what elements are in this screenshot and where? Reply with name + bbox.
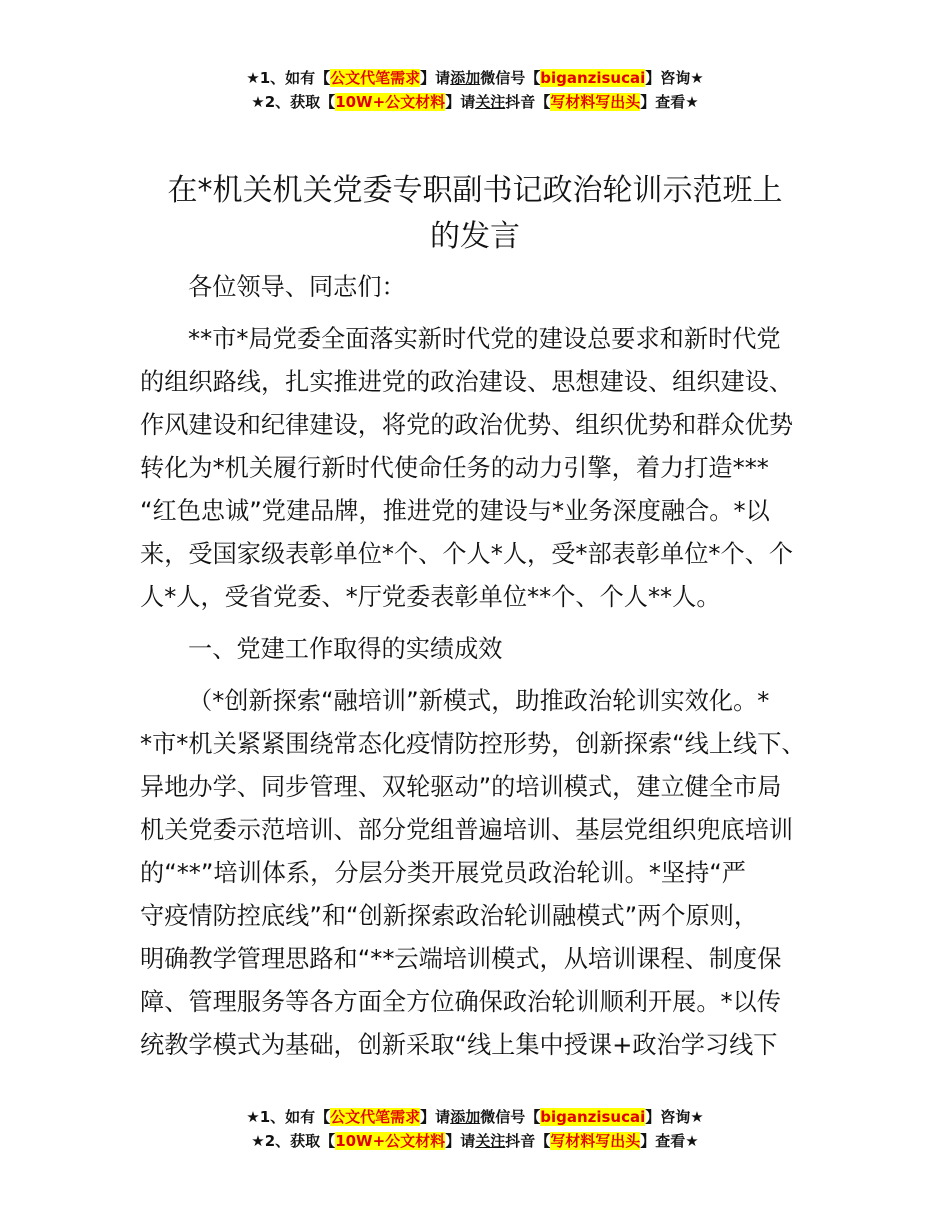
paragraph-line: 异地办学、同步管理、双轮驱动”的培训模式，建立健全市局 [140,773,782,801]
paragraph-line: **市*局党委全面落实新时代党的建设总要求和新时代党 [188,325,781,353]
notice-text: 微信号【 [480,69,541,87]
notice-line-2 [0,1129,950,1153]
notice-douyin-id: 写材料写出头 [550,93,641,111]
paragraph-line: 的“**”培训体系，分层分类开展党员政治轮训。*坚持“严 [140,859,746,887]
notice-text: 】咨询★ [645,1108,704,1126]
paragraph-line: （*创新探索“融培训”新模式，助推政治轮训实效化。* [188,687,770,715]
title-line: 在*机关机关党委专职副书记政治轮训示范班上 [167,173,783,208]
notice-highlight: 公文代笔需求 [330,1108,421,1126]
paragraph-line: *市*机关紧紧围绕常态化疫情防控形势，创新探索“线上线下、 [140,730,806,758]
notice-text: 】请 [445,1132,476,1150]
top-notice [0,66,950,114]
notice-underlined: 关注 [475,93,506,111]
notice-text: 抖音【 [505,93,551,111]
notice-text: ★1、如有【 [246,69,331,87]
notice-text: 抖音【 [505,1132,551,1150]
notice-douyin-id: 写材料写出头 [550,1132,641,1150]
notice-text: ★2、获取【 [251,1132,336,1150]
notice-wechat-id: biganzisucai [540,1108,646,1126]
notice-text: ★1、如有【 [246,1108,331,1126]
title-line: 的发言 [430,219,520,254]
paragraph-line: 明确教学管理思路和“**云端培训模式，从培训课程、制度保 [140,945,782,973]
paragraph-line: 守疫情防控底线”和“创新探索政治轮训融模式”两个原则， [140,902,759,930]
paragraph-2 [140,680,812,1067]
paragraph-line: 人*人，受省党委、*厅党委表彰单位**个、个人**人。 [140,583,721,611]
paragraph-line: 障、管理服务等各方面全方位确保政治轮训顺利开展。*以传 [140,988,781,1016]
paragraph-line: 统教学模式为基础，创新采取“线上集中授课+政治学习线下 [140,1031,778,1059]
paragraph-1 [140,318,812,619]
paragraph-line: 来，受国家级表彰单位*个、个人*人，受*部表彰单位*个、个 [140,540,794,568]
notice-text: 微信号【 [480,1108,541,1126]
document-body [140,266,812,1076]
notice-underlined: 添加 [450,1108,481,1126]
notice-underlined: 添加 [450,69,481,87]
paragraph-line: 的组织路线，扎实推进党的政治建设、思想建设、组织建设、 [140,368,794,396]
notice-text: 】请 [420,1108,451,1126]
notice-text: 】请 [445,93,476,111]
paragraph-line: 转化为*机关履行新时代使命任务的动力引擎，着力打造*** [140,454,769,482]
notice-text: ★2、获取【 [251,93,336,111]
notice-highlight: 10W+公文材料 [335,1132,446,1150]
notice-highlight: 10W+公文材料 [335,93,446,111]
notice-text: 】请 [420,69,451,87]
notice-underlined: 关注 [475,1132,506,1150]
notice-wechat-id: biganzisucai [540,69,646,87]
notice-highlight: 公文代笔需求 [330,69,421,87]
notice-text: 】查看★ [640,93,699,111]
salutation: 各位领导、同志们： [188,273,406,301]
section-heading: 一、党建工作取得的实绩成效 [188,635,503,663]
notice-text: 】咨询★ [645,69,704,87]
paragraph-line: 作风建设和纪律建设，将党的政治优势、组织优势和群众优势 [140,411,794,439]
notice-line-2 [0,90,950,114]
bottom-notice [0,1105,950,1153]
notice-text: 】查看★ [640,1132,699,1150]
notice-line-1 [0,1105,950,1129]
paragraph-line: 机关党委示范培训、部分党组普遍培训、基层党组织兜底培训 [140,816,794,844]
document-title [140,168,810,260]
notice-line-1 [0,66,950,90]
paragraph-line: “红色忠诚”党建品牌，推进党的建设与*业务深度融合。*以 [140,497,770,525]
